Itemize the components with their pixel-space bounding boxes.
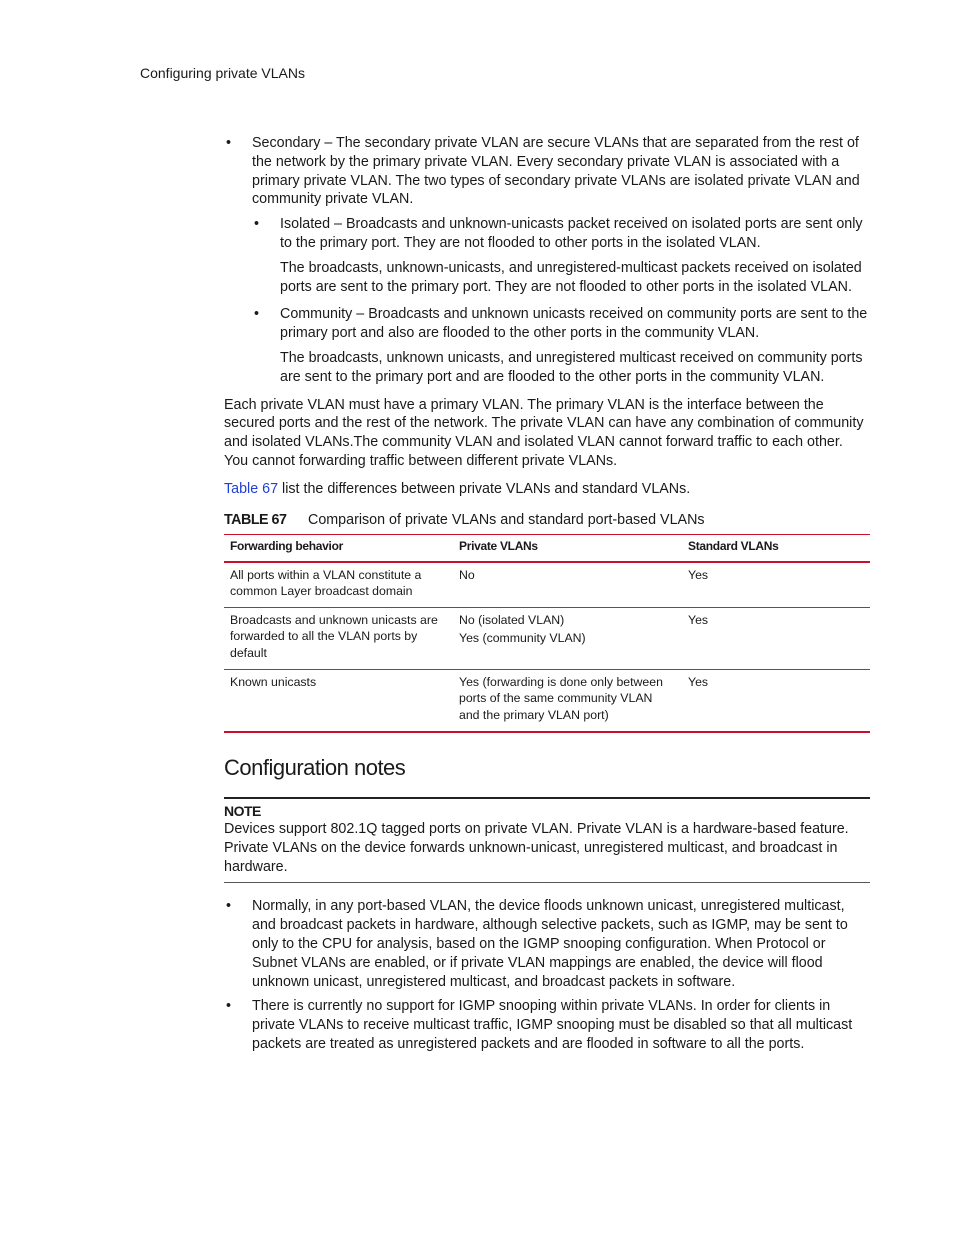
table-link[interactable]: Table 67 <box>224 480 279 497</box>
comparison-table <box>224 534 870 733</box>
bullet-icon: • <box>226 135 232 151</box>
column-header: Private VLANs <box>459 538 538 553</box>
cell-behavior: Known unicasts <box>230 675 317 690</box>
sub-bullet-detail: The broadcasts, unknown unicasts, and unregistered multicast received on community ports are sent to the primary port and are flooded to the other ports in the community VLAN. <box>280 349 863 385</box>
bullet-flooding <box>224 897 870 991</box>
running-header: Configuring private VLANs <box>140 65 305 81</box>
paragraph-table-ref <box>224 480 870 499</box>
bullet-icon: • <box>226 898 232 915</box>
cell-line: No (isolated VLAN) <box>459 613 565 628</box>
table-caption-text: Comparison of private VLANs and standard port-based VLANs <box>308 511 705 528</box>
cell-private: Yes (forwarding is done only between ports of the same community VLAN and the primary VLAN port) <box>459 675 663 722</box>
bullet-icon: • <box>254 306 260 323</box>
bullet-icon: • <box>226 998 232 1015</box>
sub-bullet-text: Community – Broadcasts and unknown unicasts received on community ports are sent to the primary port and also are flooded to the other ports in the community VLAN. <box>280 306 868 342</box>
table-caption <box>224 511 870 529</box>
table-row <box>224 562 870 608</box>
table-ref-text: list the differences between private VLANs and standard VLANs. <box>278 480 691 497</box>
sub-bullet-list <box>252 215 870 386</box>
note-title: NOTE <box>224 802 261 819</box>
sub-bullet-text: Isolated – Broadcasts and unknown-unicasts packet received on isolated ports are sent only to the primary port. They are not flooded to other ports in the isolated VLAN. <box>280 216 863 251</box>
table-row <box>224 670 870 732</box>
bullet-icon: • <box>254 216 260 233</box>
column-header: Forwarding behavior <box>230 538 343 553</box>
page-content <box>224 134 870 1054</box>
cell-behavior: Broadcasts and unknown unicasts are forwarded to all the VLAN ports by default <box>230 613 438 660</box>
cell-behavior: All ports within a VLAN constitute a common Layer broadcast domain <box>230 567 422 598</box>
paragraph-primary-vlan: Each private VLAN must have a primary VLAN. The primary VLAN is the interface between the secured ports and the rest of the network. The private VLAN can have any combination of community and isolated VLANs.The community VLAN and isolated VLAN cannot forward traffic to each other. You cannot forwarding traffic between different private VLANs. <box>224 396 864 469</box>
bullet-text: There is currently no support for IGMP snooping within private VLANs. In order for clients in private VLANs to receive multicast traffic, IGMP snooping must be disabled so that all multicast packets are treated as unregistered packets and are flooded in software to all the ports. <box>252 998 853 1052</box>
cell-private <box>453 608 682 670</box>
cell-standard: Yes <box>688 613 709 628</box>
table-header-row <box>224 534 870 562</box>
cell-line: Yes (community VLAN) <box>459 631 586 646</box>
table-label: TABLE 67 <box>224 511 287 528</box>
table-row <box>224 608 870 670</box>
cell-private: No <box>459 567 475 582</box>
sub-bullet-isolated <box>252 215 870 296</box>
bullet-igmp <box>224 997 870 1053</box>
bullet-text: Normally, in any port-based VLAN, the device floods unknown unicast, unregistered multicast, and broadcast packets in hardware, although selective packets, such as IGMP, may be sent to only to the CPU for analysis, based on the IGMP snooping configuration. When Protocol or Subnet VLANs are enabled, or if private VLAN mappings are enabled, the device will flood unknown unicast, unregistered multicast, and broadcast packets in software. <box>252 898 848 990</box>
note-box <box>224 797 870 883</box>
cell-standard: Yes <box>688 675 709 690</box>
bullet-text: Secondary – The secondary private VLAN are secure VLANs that are separated from the rest of the network by the primary private VLAN. Every secondary private VLAN is associated with a primary private VLAN. The two types of secondary private VLANs are isolated private VLAN and community private VLAN. <box>252 135 860 208</box>
section-heading: Configuration notes <box>224 754 406 780</box>
sub-bullet-detail: The broadcasts, unknown-unicasts, and unregistered-multicast packets received on isolated ports are sent to the primary port. They are not flooded to other ports in the isolated VLAN. <box>280 259 862 295</box>
column-header: Standard VLANs <box>688 538 779 553</box>
cell-standard: Yes <box>688 567 709 582</box>
sub-bullet-community <box>252 305 870 386</box>
bullet-secondary <box>224 134 870 209</box>
note-text: Devices support 802.1Q tagged ports on private VLAN. Private VLAN is a hardware-based feature. Private VLANs on the device forwards unknown-unicast, unregistered multicast, and broadcast in hardware. <box>224 820 849 875</box>
